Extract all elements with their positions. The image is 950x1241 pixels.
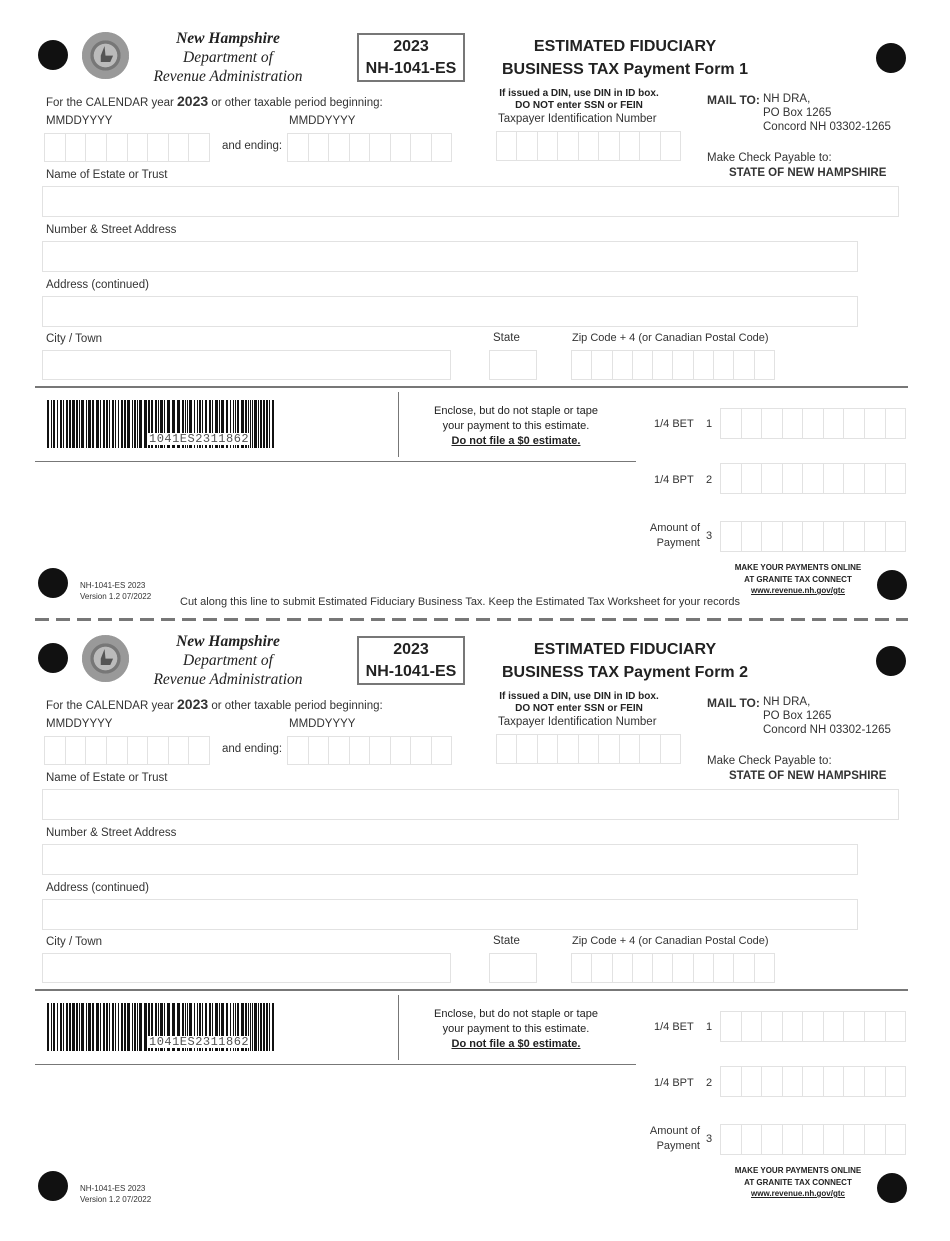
address2-input[interactable] bbox=[42, 296, 858, 327]
digit-box[interactable] bbox=[66, 134, 87, 161]
bpt-label: 1/4 BPT bbox=[654, 474, 694, 486]
mail-address-line2: PO Box 1265 bbox=[763, 710, 832, 722]
digit-box[interactable] bbox=[411, 737, 432, 764]
digit-box[interactable] bbox=[742, 464, 763, 493]
digit-box[interactable] bbox=[844, 1067, 865, 1096]
barcode-number: 1041ES2311862 bbox=[149, 1035, 250, 1049]
agency-name: New Hampshire bbox=[176, 30, 280, 47]
zero-estimate-warning: Do not file a $0 estimate. bbox=[451, 435, 581, 447]
bet-line-number: 1 bbox=[706, 1021, 713, 1033]
digit-box[interactable] bbox=[169, 737, 190, 764]
period-label bbox=[46, 696, 383, 712]
payable-value: STATE OF NEW HAMPSHIRE bbox=[729, 167, 887, 179]
digit-box[interactable] bbox=[783, 1125, 804, 1154]
digit-box[interactable] bbox=[169, 134, 190, 161]
begin-date-input[interactable] bbox=[44, 133, 210, 162]
digit-box[interactable] bbox=[762, 464, 783, 493]
registration-mark-icon bbox=[38, 568, 68, 598]
bet-line-number: 1 bbox=[706, 418, 713, 430]
digit-box[interactable] bbox=[592, 954, 612, 982]
digit-box[interactable] bbox=[517, 735, 537, 763]
payable-label: Make Check Payable to: bbox=[707, 755, 832, 767]
digit-box[interactable] bbox=[497, 132, 517, 160]
digit-box[interactable] bbox=[886, 522, 906, 551]
digit-box[interactable] bbox=[762, 522, 783, 551]
digit-box[interactable] bbox=[886, 409, 906, 438]
amount-label-line1: Amount of bbox=[649, 522, 700, 534]
digit-box[interactable] bbox=[783, 1012, 804, 1041]
begin-date-format-label: MMDDYYYY bbox=[46, 718, 113, 730]
end-date-input[interactable] bbox=[287, 736, 452, 765]
period-label bbox=[46, 93, 383, 109]
digit-box[interactable] bbox=[45, 737, 66, 764]
digit-box[interactable] bbox=[86, 737, 107, 764]
digit-box[interactable] bbox=[128, 737, 149, 764]
city-input[interactable] bbox=[42, 953, 451, 983]
digit-box[interactable] bbox=[558, 735, 578, 763]
digit-box[interactable] bbox=[640, 735, 660, 763]
tin-input[interactable] bbox=[496, 131, 681, 161]
payment-amount-input[interactable] bbox=[720, 521, 906, 552]
registration-mark-icon bbox=[38, 1171, 68, 1201]
digit-box[interactable] bbox=[824, 409, 845, 438]
begin-date-input[interactable] bbox=[44, 736, 210, 765]
form-title-line2: BUSINESS TAX Payment Form 2 bbox=[502, 664, 748, 681]
digit-box[interactable] bbox=[824, 1067, 845, 1096]
period-prefix: For the CALENDAR year bbox=[46, 97, 178, 109]
digit-box[interactable] bbox=[538, 735, 558, 763]
registration-mark-icon bbox=[876, 43, 906, 73]
digit-box[interactable] bbox=[673, 954, 693, 982]
street-input[interactable] bbox=[42, 844, 858, 875]
registration-mark-icon bbox=[877, 570, 907, 600]
barcode-divider bbox=[35, 461, 636, 462]
digit-box[interactable] bbox=[189, 134, 209, 161]
city-label: City / Town bbox=[46, 936, 103, 948]
digit-box[interactable] bbox=[599, 132, 619, 160]
period-suffix: or other taxable period beginning: bbox=[208, 97, 383, 109]
digit-box[interactable] bbox=[762, 409, 783, 438]
digit-box[interactable] bbox=[721, 409, 742, 438]
form-year: 2023 bbox=[393, 38, 429, 55]
amount-label-line1: Amount of bbox=[649, 1125, 700, 1137]
digit-box[interactable] bbox=[370, 134, 391, 161]
digit-box[interactable] bbox=[538, 132, 558, 160]
digit-box[interactable] bbox=[714, 954, 734, 982]
amount-label-line2: Payment bbox=[656, 537, 700, 549]
registration-mark-icon bbox=[38, 643, 68, 673]
tin-label: Taxpayer Identification Number bbox=[498, 716, 657, 728]
mail-address-line1: NH DRA, bbox=[763, 696, 811, 708]
street-input[interactable] bbox=[42, 241, 858, 272]
digit-box[interactable] bbox=[762, 1125, 783, 1154]
din-warning: DO NOT enter SSN or FEIN bbox=[515, 100, 643, 111]
mail-address-line3: Concord NH 03302-1265 bbox=[763, 121, 891, 133]
digit-box[interactable] bbox=[824, 1125, 845, 1154]
digit-box[interactable] bbox=[844, 409, 865, 438]
agency-dept-name: Revenue Administration bbox=[153, 68, 303, 85]
digit-box[interactable] bbox=[762, 1012, 783, 1041]
period-suffix: or other taxable period beginning: bbox=[208, 700, 383, 712]
digit-box[interactable] bbox=[742, 409, 763, 438]
bpt-amount-input[interactable] bbox=[720, 1066, 906, 1097]
digit-box[interactable] bbox=[844, 1012, 865, 1041]
agency-dept: Department of bbox=[183, 652, 273, 669]
digit-box[interactable] bbox=[432, 737, 452, 764]
tin-input[interactable] bbox=[496, 734, 681, 764]
digit-box[interactable] bbox=[370, 737, 391, 764]
digit-box[interactable] bbox=[329, 737, 350, 764]
digit-box[interactable] bbox=[755, 351, 774, 379]
digit-box[interactable] bbox=[288, 737, 309, 764]
digit-box[interactable] bbox=[742, 1125, 763, 1154]
digit-box[interactable] bbox=[755, 954, 774, 982]
and-ending-label: and ending: bbox=[222, 743, 283, 755]
enclose-line2: your payment to this estimate. bbox=[442, 1023, 590, 1035]
digit-box[interactable] bbox=[742, 1012, 763, 1041]
digit-box[interactable] bbox=[350, 134, 371, 161]
digit-box[interactable] bbox=[783, 522, 804, 551]
digit-box[interactable] bbox=[844, 464, 865, 493]
bet-amount-input[interactable] bbox=[720, 408, 906, 439]
digit-box[interactable] bbox=[633, 954, 653, 982]
cut-instruction: Cut along this line to submit Estimated Fiduciary Business Tax. Keep the Estimated Tax Worksheet for your records bbox=[180, 596, 741, 608]
digit-box[interactable] bbox=[721, 464, 742, 493]
digit-box[interactable] bbox=[865, 1067, 886, 1096]
digit-box[interactable] bbox=[599, 735, 619, 763]
online-line1: MAKE YOUR PAYMENTS ONLINE bbox=[734, 563, 862, 572]
form-title-line1: ESTIMATED FIDUCIARY bbox=[533, 38, 717, 55]
payment-form-2 bbox=[0, 633, 950, 1241]
bet-label: 1/4 BET bbox=[654, 418, 694, 430]
digit-box[interactable] bbox=[783, 409, 804, 438]
payment-form-1 bbox=[0, 30, 950, 638]
digit-box[interactable] bbox=[721, 522, 742, 551]
digit-box[interactable] bbox=[742, 522, 763, 551]
digit-box[interactable] bbox=[432, 134, 452, 161]
digit-box[interactable] bbox=[661, 132, 680, 160]
vertical-divider bbox=[398, 995, 399, 1060]
digit-box[interactable] bbox=[309, 134, 330, 161]
digit-box[interactable] bbox=[734, 954, 754, 982]
enclose-note bbox=[406, 404, 626, 449]
digit-box[interactable] bbox=[803, 409, 824, 438]
mail-address-line2: PO Box 1265 bbox=[763, 107, 832, 119]
address2-label: Address (continued) bbox=[46, 882, 149, 894]
digit-box[interactable] bbox=[694, 954, 714, 982]
digit-box[interactable] bbox=[411, 134, 432, 161]
period-prefix: For the CALENDAR year bbox=[46, 700, 178, 712]
digit-box[interactable] bbox=[497, 735, 517, 763]
online-line1: MAKE YOUR PAYMENTS ONLINE bbox=[734, 1166, 862, 1175]
bpt-line-number: 2 bbox=[706, 474, 713, 486]
footer-form-id: NH-1041-ES 2023 bbox=[80, 1184, 146, 1193]
bpt-line-number: 2 bbox=[706, 1077, 713, 1089]
digit-box[interactable] bbox=[865, 522, 886, 551]
digit-box[interactable] bbox=[148, 134, 169, 161]
digit-box[interactable] bbox=[673, 351, 693, 379]
online-payment-note bbox=[718, 562, 878, 597]
digit-box[interactable] bbox=[803, 1012, 824, 1041]
registration-mark-icon bbox=[877, 1173, 907, 1203]
zero-estimate-warning: Do not file a $0 estimate. bbox=[451, 1038, 581, 1050]
zip-input[interactable] bbox=[571, 953, 775, 983]
digit-box[interactable] bbox=[803, 1125, 824, 1154]
digit-box[interactable] bbox=[783, 1067, 804, 1096]
enclose-line1: Enclose, but do not staple or tape bbox=[434, 1008, 598, 1020]
payment-amount-input[interactable] bbox=[720, 1124, 906, 1155]
digit-box[interactable] bbox=[309, 737, 330, 764]
form-title-line1: ESTIMATED FIDUCIARY bbox=[533, 641, 717, 658]
city-input[interactable] bbox=[42, 350, 451, 380]
mail-to-label: MAIL TO: bbox=[707, 696, 760, 710]
amount-label bbox=[630, 521, 700, 551]
digit-box[interactable] bbox=[865, 464, 886, 493]
digit-box[interactable] bbox=[572, 351, 592, 379]
din-note: If issued a DIN, use DIN in ID box. bbox=[499, 691, 659, 702]
digit-box[interactable] bbox=[620, 132, 640, 160]
digit-box[interactable] bbox=[189, 737, 209, 764]
address2-label: Address (continued) bbox=[46, 279, 149, 291]
registration-mark-icon bbox=[876, 646, 906, 676]
form-id-box bbox=[357, 33, 465, 82]
digit-box[interactable] bbox=[107, 134, 128, 161]
zip-label: Zip Code + 4 (or Canadian Postal Code) bbox=[572, 332, 769, 344]
digit-box[interactable] bbox=[579, 735, 599, 763]
digit-box[interactable] bbox=[803, 1067, 824, 1096]
digit-box[interactable] bbox=[572, 954, 592, 982]
street-label: Number & Street Address bbox=[46, 224, 177, 236]
digit-box[interactable] bbox=[803, 522, 824, 551]
digit-box[interactable] bbox=[844, 1125, 865, 1154]
agency-dept-name: Revenue Administration bbox=[153, 671, 303, 688]
digit-box[interactable] bbox=[633, 351, 653, 379]
end-date-format-label: MMDDYYYY bbox=[289, 718, 356, 730]
name-label: Name of Estate or Trust bbox=[46, 772, 168, 784]
enclose-line1: Enclose, but do not staple or tape bbox=[434, 405, 598, 417]
bpt-label: 1/4 BPT bbox=[654, 1077, 694, 1089]
state-label: State bbox=[493, 332, 520, 344]
digit-box[interactable] bbox=[865, 1125, 886, 1154]
digit-box[interactable] bbox=[824, 464, 845, 493]
name-input[interactable] bbox=[42, 789, 899, 820]
mail-address-line3: Concord NH 03302-1265 bbox=[763, 724, 891, 736]
form-id: NH-1041-ES bbox=[365, 663, 457, 680]
digit-box[interactable] bbox=[865, 409, 886, 438]
digit-box[interactable] bbox=[66, 737, 87, 764]
begin-date-format-label: MMDDYYYY bbox=[46, 115, 113, 127]
digit-box[interactable] bbox=[329, 134, 350, 161]
mail-address-line1: NH DRA, bbox=[763, 93, 811, 105]
end-date-input[interactable] bbox=[287, 133, 452, 162]
mail-to-label: MAIL TO: bbox=[707, 93, 760, 107]
digit-box[interactable] bbox=[762, 1067, 783, 1096]
bet-amount-input[interactable] bbox=[720, 1011, 906, 1042]
online-url-link[interactable]: www.revenue.nh.gov/gtc bbox=[751, 1189, 845, 1198]
agency-dept: Department of bbox=[183, 49, 273, 66]
digit-box[interactable] bbox=[714, 351, 734, 379]
state-seal-icon bbox=[82, 32, 129, 79]
digit-box[interactable] bbox=[886, 1067, 906, 1096]
zip-label: Zip Code + 4 (or Canadian Postal Code) bbox=[572, 935, 769, 947]
digit-box[interactable] bbox=[45, 134, 66, 161]
digit-box[interactable] bbox=[742, 1067, 763, 1096]
digit-box[interactable] bbox=[824, 522, 845, 551]
digit-box[interactable] bbox=[579, 132, 599, 160]
digit-box[interactable] bbox=[721, 1125, 742, 1154]
vertical-divider bbox=[398, 392, 399, 457]
amount-label-line2: Payment bbox=[656, 1140, 700, 1152]
end-date-format-label: MMDDYYYY bbox=[289, 115, 356, 127]
bpt-amount-input[interactable] bbox=[720, 463, 906, 494]
agency-name: New Hampshire bbox=[176, 633, 280, 650]
form-year: 2023 bbox=[393, 641, 429, 658]
street-label: Number & Street Address bbox=[46, 827, 177, 839]
amount-label bbox=[630, 1124, 700, 1154]
digit-box[interactable] bbox=[661, 735, 680, 763]
barcode-area bbox=[0, 388, 400, 458]
enclose-line2: your payment to this estimate. bbox=[442, 420, 590, 432]
online-url-link[interactable]: www.revenue.nh.gov/gtc bbox=[751, 586, 845, 595]
footer-version: Version 1.2 07/2022 bbox=[80, 1195, 152, 1204]
digit-box[interactable] bbox=[694, 351, 714, 379]
digit-box[interactable] bbox=[824, 1012, 845, 1041]
and-ending-label: and ending: bbox=[222, 140, 283, 152]
digit-box[interactable] bbox=[653, 351, 673, 379]
digit-box[interactable] bbox=[886, 1012, 906, 1041]
payable-label: Make Check Payable to: bbox=[707, 152, 832, 164]
digit-box[interactable] bbox=[886, 464, 906, 493]
digit-box[interactable] bbox=[783, 464, 804, 493]
bet-label: 1/4 BET bbox=[654, 1021, 694, 1033]
name-label: Name of Estate or Trust bbox=[46, 169, 168, 181]
state-input[interactable] bbox=[489, 953, 537, 983]
digit-box[interactable] bbox=[865, 1012, 886, 1041]
digit-box[interactable] bbox=[558, 132, 578, 160]
digit-box[interactable] bbox=[517, 132, 537, 160]
digit-box[interactable] bbox=[86, 134, 107, 161]
state-input[interactable] bbox=[489, 350, 537, 380]
address2-input[interactable] bbox=[42, 899, 858, 930]
enclose-note bbox=[406, 1007, 626, 1052]
din-note: If issued a DIN, use DIN in ID box. bbox=[499, 88, 659, 99]
digit-box[interactable] bbox=[592, 351, 612, 379]
form-title-line2: BUSINESS TAX Payment Form 1 bbox=[502, 61, 748, 78]
tin-label: Taxpayer Identification Number bbox=[498, 113, 657, 125]
digit-box[interactable] bbox=[391, 737, 412, 764]
digit-box[interactable] bbox=[391, 134, 412, 161]
digit-box[interactable] bbox=[148, 737, 169, 764]
digit-box[interactable] bbox=[721, 1012, 742, 1041]
digit-box[interactable] bbox=[886, 1125, 906, 1154]
period-year: 2023 bbox=[177, 696, 209, 712]
digit-box[interactable] bbox=[613, 954, 633, 982]
barcode-divider bbox=[35, 1064, 636, 1065]
state-label: State bbox=[493, 935, 520, 947]
digit-box[interactable] bbox=[721, 1067, 742, 1096]
period-year: 2023 bbox=[177, 93, 209, 109]
footer-form-id: NH-1041-ES 2023 bbox=[80, 581, 146, 590]
city-label: City / Town bbox=[46, 333, 103, 345]
din-warning: DO NOT enter SSN or FEIN bbox=[515, 703, 643, 714]
payable-value: STATE OF NEW HAMPSHIRE bbox=[729, 770, 887, 782]
digit-box[interactable] bbox=[107, 737, 128, 764]
digit-box[interactable] bbox=[734, 351, 754, 379]
digit-box[interactable] bbox=[613, 351, 633, 379]
online-line2: AT GRANITE TAX CONNECT bbox=[744, 574, 852, 584]
digit-box[interactable] bbox=[620, 735, 640, 763]
amount-line-number: 3 bbox=[706, 530, 713, 542]
digit-box[interactable] bbox=[350, 737, 371, 764]
online-line2: AT GRANITE TAX CONNECT bbox=[744, 1177, 852, 1187]
digit-box[interactable] bbox=[844, 522, 865, 551]
barcode-number: 1041ES2311862 bbox=[149, 432, 250, 446]
amount-line-number: 3 bbox=[706, 1133, 713, 1145]
digit-box[interactable] bbox=[128, 134, 149, 161]
state-seal-icon bbox=[82, 635, 129, 682]
online-payment-note bbox=[718, 1165, 878, 1200]
digit-box[interactable] bbox=[653, 954, 673, 982]
barcode-area bbox=[0, 991, 400, 1061]
zip-input[interactable] bbox=[571, 350, 775, 380]
name-input[interactable] bbox=[42, 186, 899, 217]
form-id: NH-1041-ES bbox=[365, 60, 457, 77]
digit-box[interactable] bbox=[288, 134, 309, 161]
registration-mark-icon bbox=[38, 40, 68, 70]
cut-line-divider bbox=[35, 618, 908, 621]
form-id-box bbox=[357, 636, 465, 685]
digit-box[interactable] bbox=[640, 132, 660, 160]
digit-box[interactable] bbox=[803, 464, 824, 493]
footer-version: Version 1.2 07/2022 bbox=[80, 592, 152, 601]
